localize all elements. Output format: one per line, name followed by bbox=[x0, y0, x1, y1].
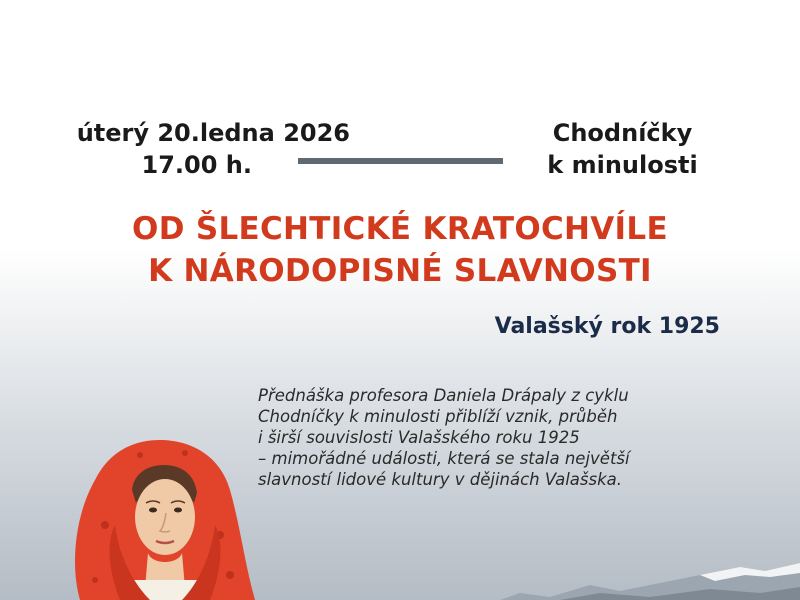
description-line: slavností lidové kultury v dějinách Valašska. bbox=[258, 470, 623, 489]
lecture-title bbox=[0, 208, 800, 292]
woman-in-red-headscarf-illustration bbox=[60, 395, 260, 600]
event-date-time bbox=[20, 117, 350, 181]
series-name-line-2: k minulosti bbox=[547, 151, 698, 179]
description-line: – mimořádné události, která se stala největší bbox=[258, 449, 630, 468]
lecture-subtitle: Valašský rok 1925 bbox=[494, 314, 720, 339]
series-name-line-1: Chodníčky bbox=[552, 119, 693, 147]
description-line: Chodníčky k minulosti přiblíží vznik, průběh bbox=[258, 407, 618, 426]
event-time: 17.00 h. bbox=[141, 151, 252, 179]
description-line: i širší souvislosti Valašského roku 1925 bbox=[258, 428, 580, 447]
event-date: úterý 20.ledna 2026 bbox=[76, 119, 350, 147]
lecture-title-line-2: K NÁRODOPISNÉ SLAVNOSTI bbox=[148, 253, 652, 289]
series-name bbox=[500, 117, 745, 181]
header-divider bbox=[298, 158, 503, 164]
lecture-description bbox=[258, 385, 778, 490]
lecture-title-line-1: OD ŠLECHTICKÉ KRATOCHVÍLE bbox=[132, 211, 668, 247]
description-line: Přednáška profesora Daniela Drápaly z cyklu bbox=[258, 386, 629, 405]
mountain-landscape-illustration bbox=[500, 555, 800, 600]
